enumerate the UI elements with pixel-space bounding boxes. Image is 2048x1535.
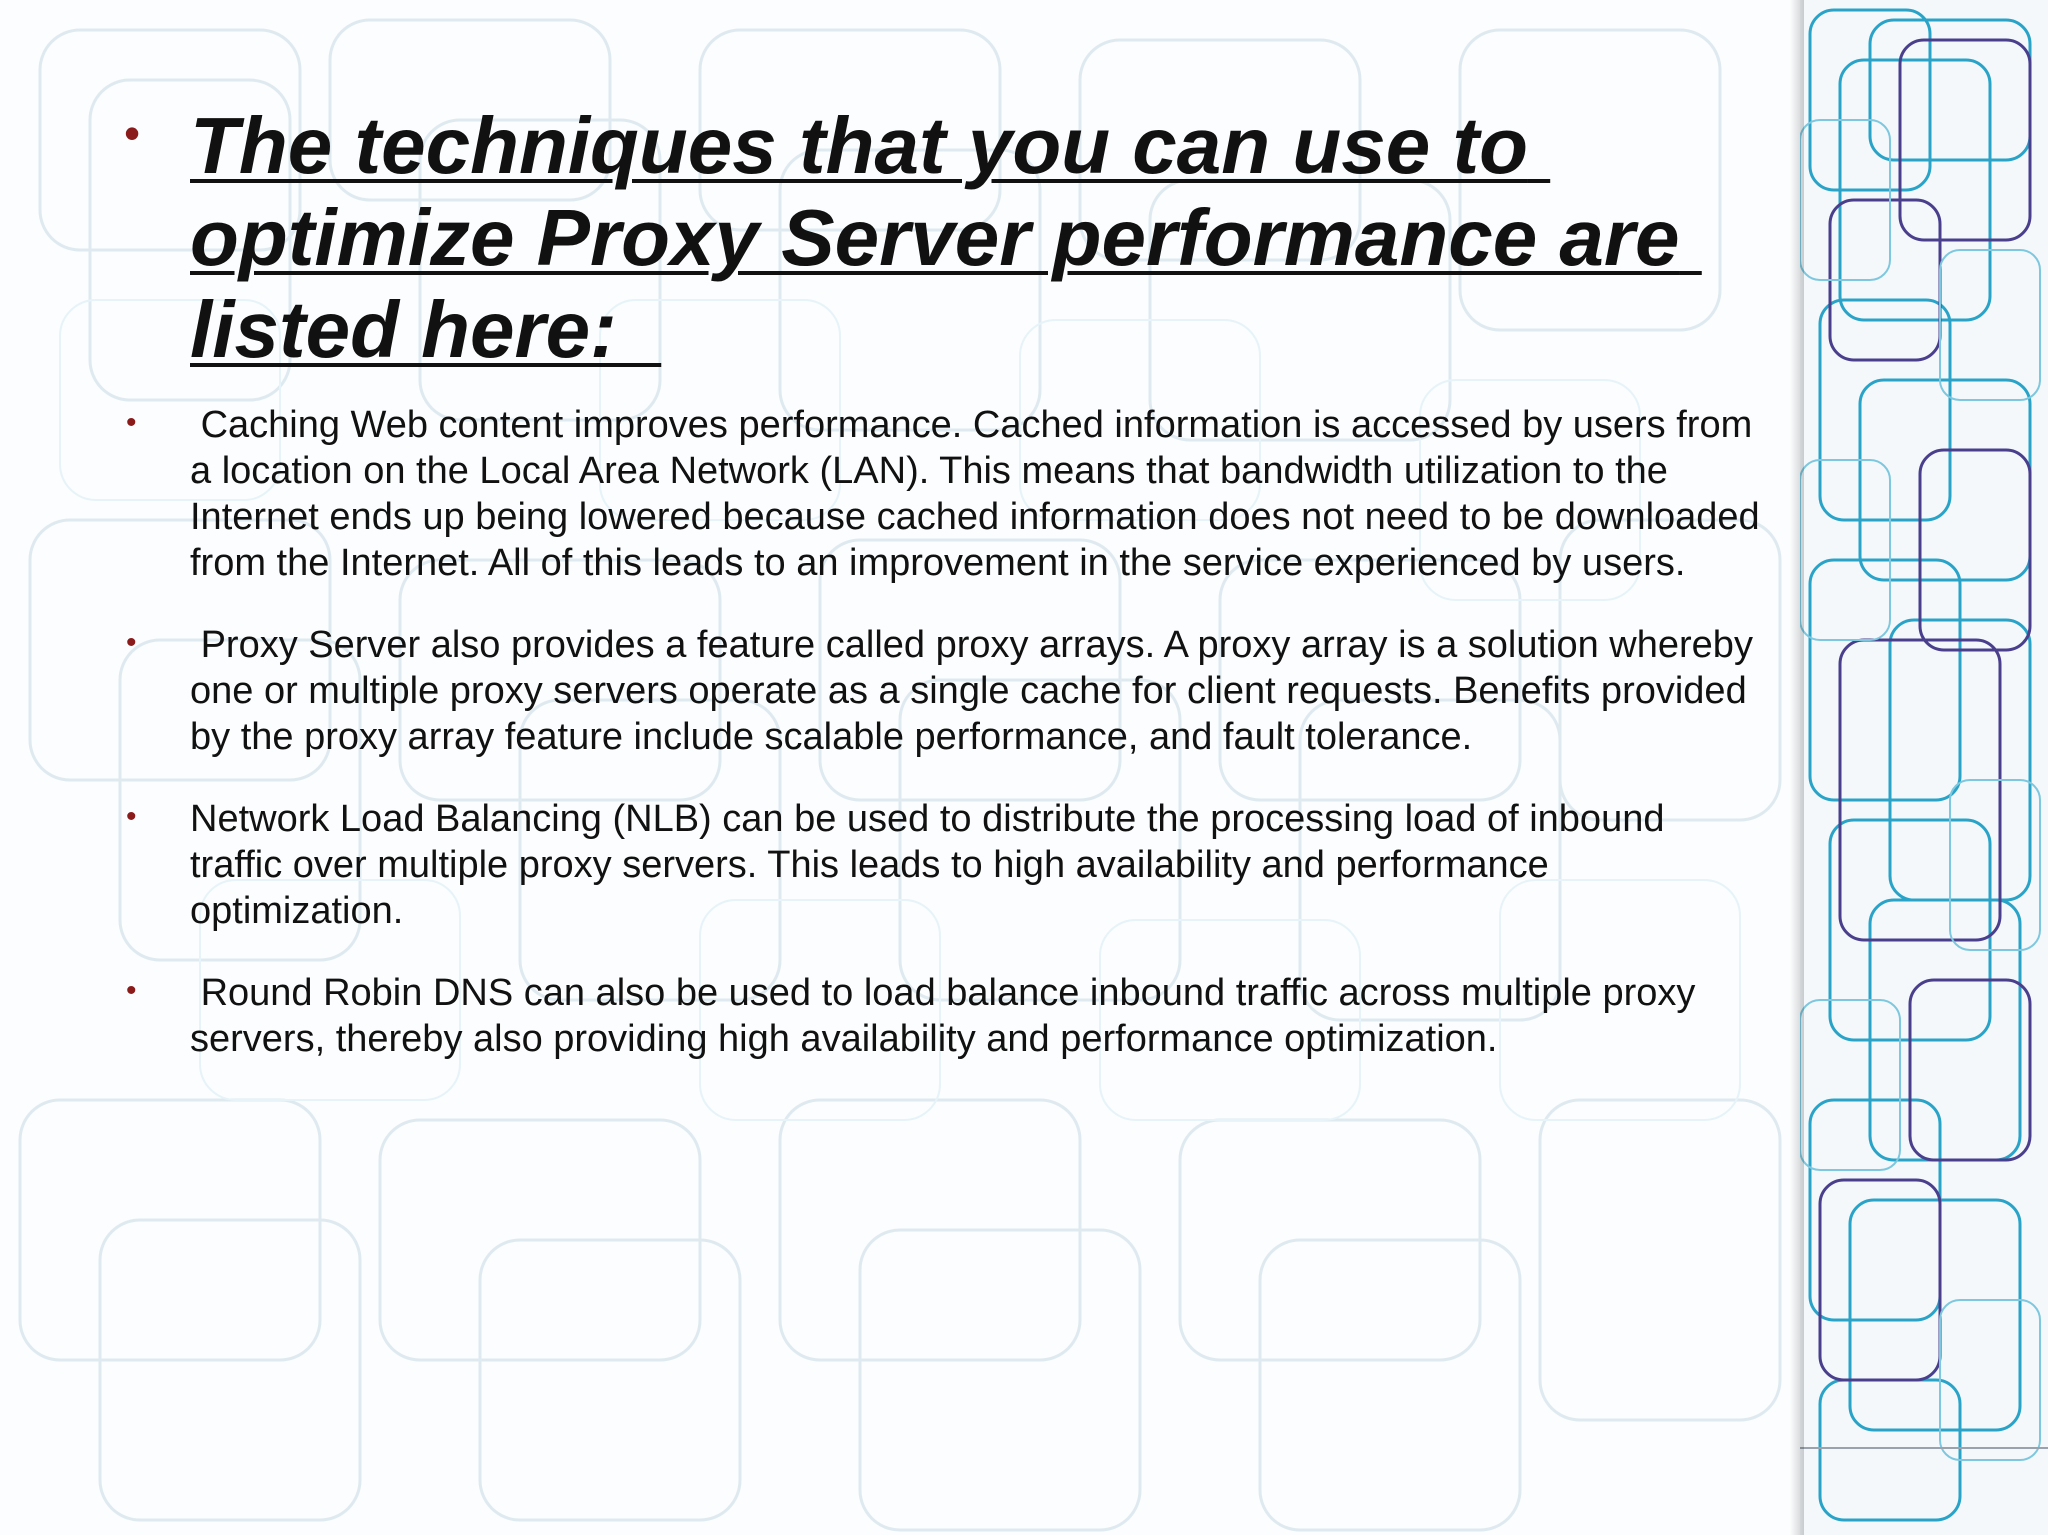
bullet-marker: • [126, 974, 137, 1007]
bullet-marker: • [126, 406, 137, 439]
list-item [120, 970, 1760, 1062]
slide-content [120, 100, 1771, 1098]
slide-heading: The techniques that you can use to optimize Proxy Server performance are listed here: [190, 101, 1702, 374]
bullet-marker: • [126, 800, 137, 833]
list-item-text: Caching Web content improves performance. Cached information is accessed by users from a location on the Local Area Network (LAN). This means that bandwidth utilization to the Internet ends up being lowered because cached information does not need to be downloaded from the Internet. All of this leads to an improvement in the service experienced by users. [190, 404, 1771, 584]
decorative-border-pattern [1800, 0, 2048, 1535]
list-item [120, 622, 1764, 760]
heading-row [120, 100, 1760, 376]
list-item [120, 796, 1760, 934]
list-item-text: Network Load Balancing (NLB) can be used to distribute the processing load of inbound traffic over multiple proxy servers. This leads to high availability and performance optimization. [190, 798, 1676, 932]
page-edge-shadow [1790, 0, 1804, 1535]
list-item-text: Proxy Server also provides a feature called proxy arrays. A proxy array is a solution whereby one or multiple proxy servers operate as a single cache for client requests. Benefits provided by the proxy array feature include scalable performance, and fault tolerance. [190, 624, 1764, 758]
list-item-text: Round Robin DNS can also be used to load balance inbound traffic across multiple proxy servers, thereby also providing high availability and performance optimization. [190, 972, 1706, 1060]
bullet-list [120, 402, 1771, 1062]
heading-bullet: • [124, 107, 141, 159]
bullet-marker: • [126, 626, 137, 659]
list-item [120, 402, 1771, 586]
